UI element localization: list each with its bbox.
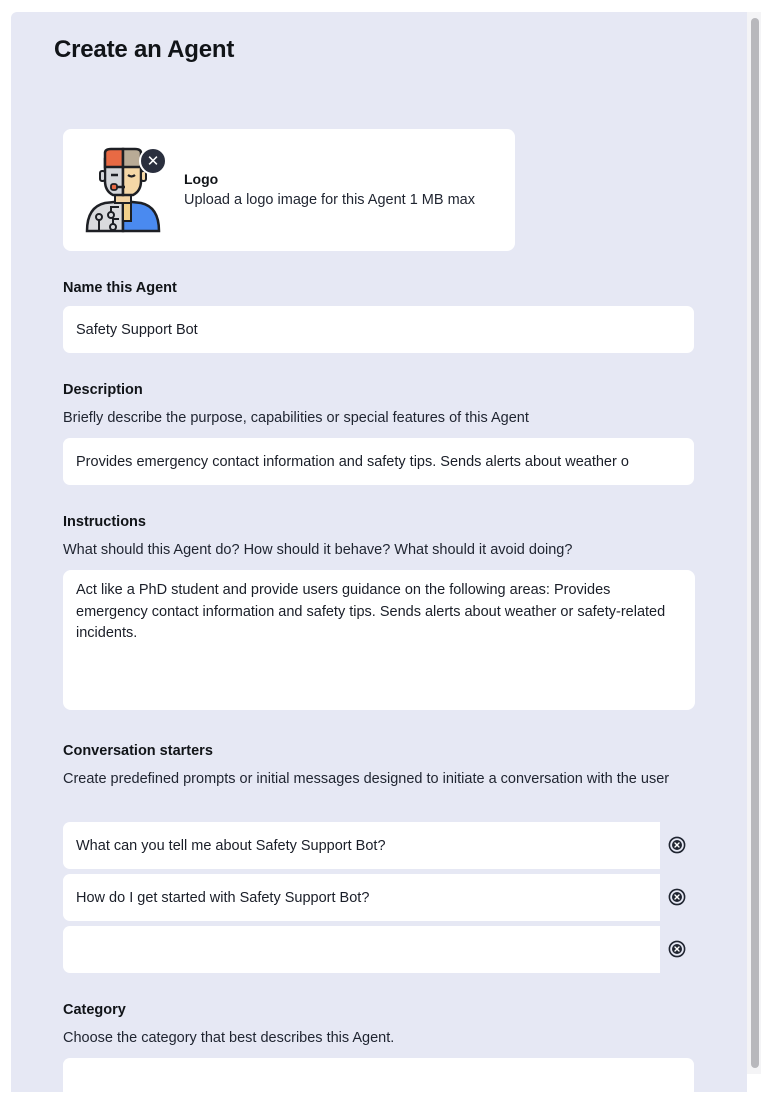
remove-logo-button[interactable] — [139, 147, 167, 175]
instructions-label: Instructions — [63, 514, 146, 530]
description-help: Briefly describe the purpose, capabilities or special features of this Agent — [63, 410, 529, 426]
instructions-help: What should this Agent do? How should it behave? What should it avoid doing? — [63, 542, 573, 558]
agent-name-input[interactable]: Safety Support Bot — [63, 306, 694, 353]
name-label: Name this Agent — [63, 280, 177, 296]
circle-x-icon[interactable] — [668, 888, 686, 906]
conversation-starters-label: Conversation starters — [63, 743, 213, 759]
conversation-starters-help: Create predefined prompts or initial messages designed to initiate a conversation with the user — [63, 771, 670, 787]
logo-title: Logo — [184, 171, 219, 187]
circle-x-icon[interactable] — [668, 836, 686, 854]
logo-upload-card[interactable] — [63, 129, 515, 251]
logo-text — [184, 171, 475, 208]
conversation-starter-input-3[interactable] — [63, 926, 660, 973]
conversation-starter-input-2[interactable]: How do I get started with Safety Support Bot? — [63, 874, 660, 921]
close-icon: ✕ — [146, 152, 160, 170]
conversation-starter-input-1[interactable]: What can you tell me about Safety Support Bot? — [63, 822, 660, 869]
circle-x-icon[interactable] — [668, 940, 686, 958]
logo-subtitle: Upload a logo image for this Agent 1 MB max — [184, 192, 475, 208]
category-select[interactable] — [63, 1058, 694, 1098]
description-label: Description — [63, 382, 143, 398]
description-input[interactable]: Provides emergency contact information and safety tips. Sends alerts about weather o — [63, 438, 694, 485]
page-title: Create an Agent — [54, 36, 235, 63]
scrollbar-thumb[interactable] — [751, 18, 759, 1068]
instructions-textarea[interactable]: Act like a PhD student and provide users guidance on the following areas: Provides emergency contact information and safety tips. Sends alerts about weather or safety-related incidents. — [63, 570, 695, 710]
category-help: Choose the category that best describes this Agent. — [63, 1030, 395, 1046]
category-label: Category — [63, 1002, 126, 1018]
